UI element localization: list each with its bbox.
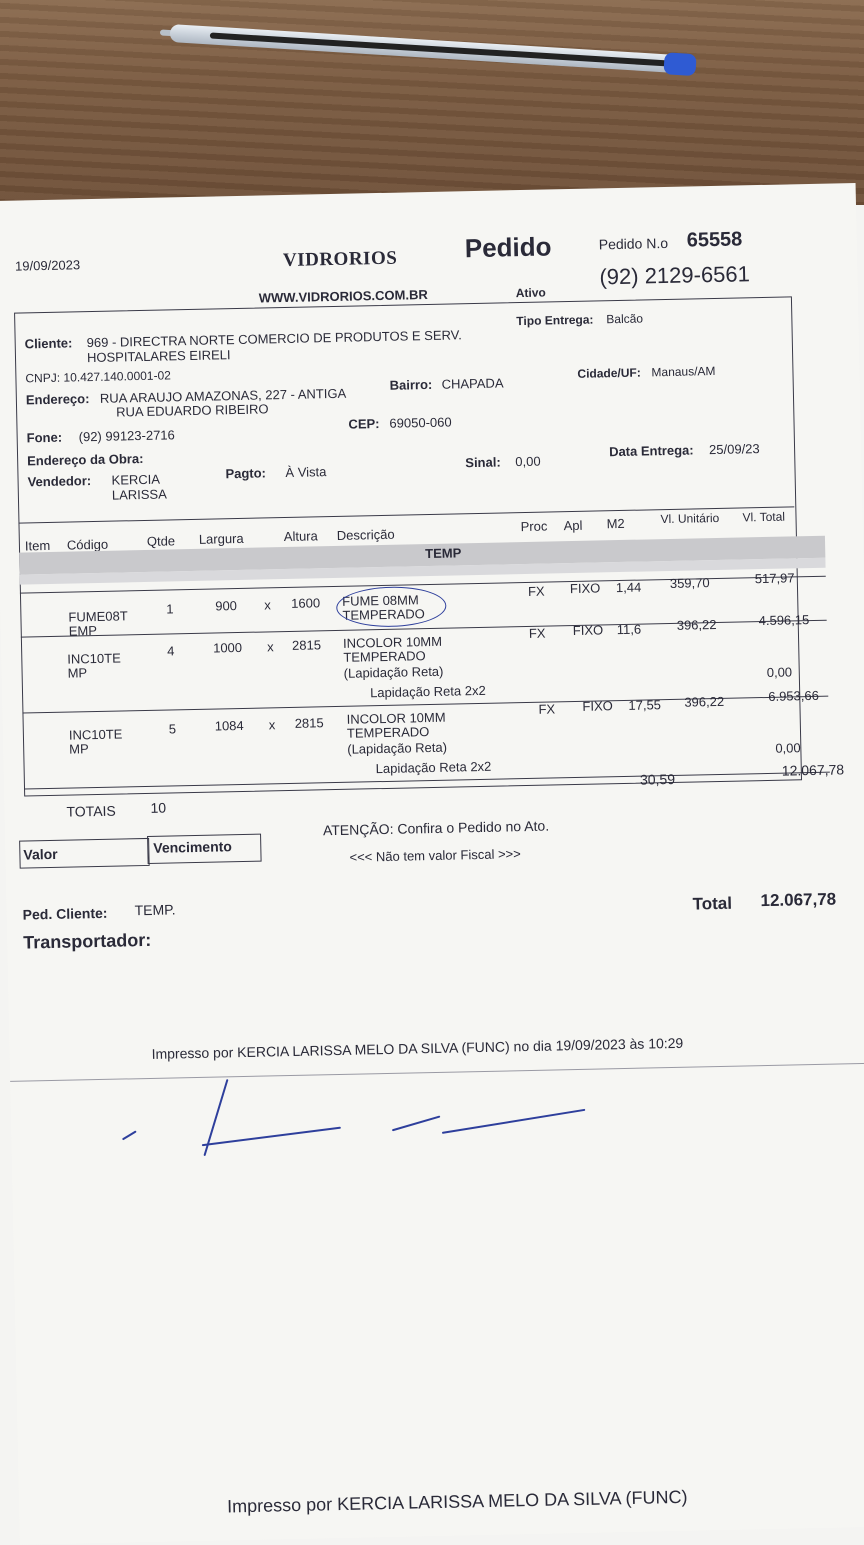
row1-unit: 359,70 [669,575,710,591]
totals-qty: 10 [150,799,167,816]
col-item: Item [24,537,51,554]
row2-desc-line2: TEMPERADO [343,648,426,665]
row2-total: 4.596,15 [758,612,810,629]
col-unit-value: Vl. Unitário [660,510,720,527]
row3-qty: 5 [168,721,177,737]
row2-code-line1: INC10TE [67,650,121,667]
row2-height: 2815 [291,637,322,653]
order-number-label: Pedido N.o [598,234,669,253]
page-break-line [10,1063,864,1082]
col-description: Descrição [336,526,395,543]
phone-label: Fone: [26,429,63,446]
col-qty: Qtde [146,533,176,549]
deposit-label: Sinal: [465,454,501,471]
city: Manaus/AM [651,363,716,380]
col-proc: Proc [520,518,548,535]
row1-desc-line1: FUME 08MM [342,592,419,609]
attention-note: ATENÇÃO: Confira o Pedido no Ato. [322,817,550,839]
row1-code-line1: FUME08T [68,608,128,625]
company-logo: VIDRORIOS [282,247,398,272]
row1-width: 900 [215,598,238,614]
printed-by: Impresso por KERCIA LARISSA MELO DA SILVA (FUNC) no dia 19/09/2023 às 10:29 [151,1034,684,1062]
row3-total: 6.953,66 [768,687,820,704]
seller-label: Vendedor: [27,473,92,490]
due-label: Vencimento [153,838,233,856]
address-line1: RUA ARAUJO AMAZONAS, 227 - ANTIGA [99,385,347,406]
company-website: WWW.VIDRORIOS.COM.BR [258,286,428,306]
row3-desc-line1: INCOLOR 10MM [346,709,446,727]
deposit: 0,00 [515,453,541,470]
row2-unit: 396,22 [676,617,717,633]
client-cnpj: CNPJ: 10.427.140.0001-02 [25,368,171,386]
city-label: Cidade/UF: [577,365,641,381]
cep: 69050-060 [389,414,452,431]
row3-m2: 17,55 [628,697,662,713]
client-phone: (92) 99123-2716 [78,427,175,445]
row1-x: x [264,597,271,613]
row1-code-line2: EMP [68,622,98,639]
payment-label: Pagto: [225,465,267,482]
carrier-label: Transportador: [23,929,152,953]
total-value: 12.067,78 [760,889,837,911]
totals-value: 12.067,78 [781,761,845,779]
col-apl: Apl [563,517,583,534]
delivery-type-label: Tipo Entrega: [516,312,594,329]
row3-unit: 396,22 [684,693,725,710]
row1-height: 1600 [291,595,321,611]
company-phone: (92) 2129-6561 [599,261,751,290]
row3-width: 1084 [214,717,244,734]
address-line2: RUA EDUARDO RIBEIRO [116,401,269,420]
col-m2: M2 [606,515,625,532]
row3-code-line1: INC10TE [68,726,123,743]
client-order: TEMP. [134,901,176,919]
no-fiscal-note: <<< Não tem valor Fiscal >>> [349,846,521,865]
signature-mark [122,1130,137,1140]
row2-proc: FX [528,625,546,641]
row3-x: x [268,717,276,733]
row2-x: x [266,639,274,655]
order-number: 65558 [686,228,743,252]
row3-proc: FX [538,701,556,717]
printed-by-bottom: Impresso por KERCIA LARISSA MELO DA SILVA (FUNC) [226,1486,688,1517]
row3-desc-line3: (Lapidação Reta) [347,739,448,757]
col-total-value: Vl. Total [742,509,786,525]
row2-code-line2: MP [67,665,88,681]
col-code: Código [66,536,109,553]
row2-sub-desc: Lapidação Reta 2x2 [369,682,486,701]
row3-code-line2: MP [69,741,89,757]
signature-stroke [202,1127,341,1147]
totals-label: TOTAIS [66,802,116,820]
signature-stroke [442,1109,585,1134]
cep-label: CEP: [348,416,380,432]
signature-stroke [392,1115,441,1131]
address-label: Endereço: [25,391,90,408]
row3-height: 2815 [294,715,324,731]
col-width: Largura [198,530,244,547]
totals-m2: 30,59 [639,770,676,788]
row2-sub-total: 0,00 [766,664,793,680]
district-label: Bairro: [389,376,433,393]
client-label: Cliente: [24,335,73,352]
client-order-label: Ped. Cliente: [22,904,108,923]
row3-apl: FIXO [582,698,613,714]
group-label: TEMP [425,545,462,562]
delivery-type: Balcão [606,311,644,327]
payment: À Vista [285,464,327,480]
row3-sub-total: 0,00 [775,740,801,756]
print-date: 19/09/2023 [14,257,81,274]
row2-m2: 11,6 [616,621,642,638]
delivery-date: 25/09/23 [708,441,760,458]
row1-apl: FIXO [569,580,601,597]
client-name-line2: HOSPITALARES EIRELI [86,347,231,366]
row2-desc-line3: (Lapidação Reta) [343,663,444,681]
row2-qty: 4 [167,643,175,659]
document-title: Pedido [464,231,552,264]
district: CHAPADA [441,375,504,392]
wooden-table [0,0,864,205]
site-address-label: Endereço da Obra: [27,450,144,469]
row1-desc-line2: TEMPERADO [342,606,425,623]
row1-proc: FX [527,583,545,599]
row3-sub-desc: Lapidação Reta 2x2 [375,758,492,777]
row2-width: 1000 [212,639,243,656]
order-status: Ativo [515,285,546,301]
row2-apl: FIXO [572,622,604,639]
row3-desc-line2: TEMPERADO [346,724,430,741]
seller-line1: KERCIA [111,471,161,488]
seller-line2: LARISSA [111,486,167,503]
order-document [0,183,864,1545]
row2-desc-line1: INCOLOR 10MM [342,633,443,651]
total-label: Total [692,893,733,914]
client-name-line1: 969 - DIRECTRA NORTE COMERCIO DE PRODUTOS E SERV. [86,327,462,351]
value-label: Valor [23,845,58,863]
row1-qty: 1 [166,601,174,617]
col-height: Altura [283,528,318,545]
row1-total: 517,97 [754,570,795,587]
delivery-date-label: Data Entrega: [608,442,694,460]
row1-m2: 1,44 [615,579,642,596]
